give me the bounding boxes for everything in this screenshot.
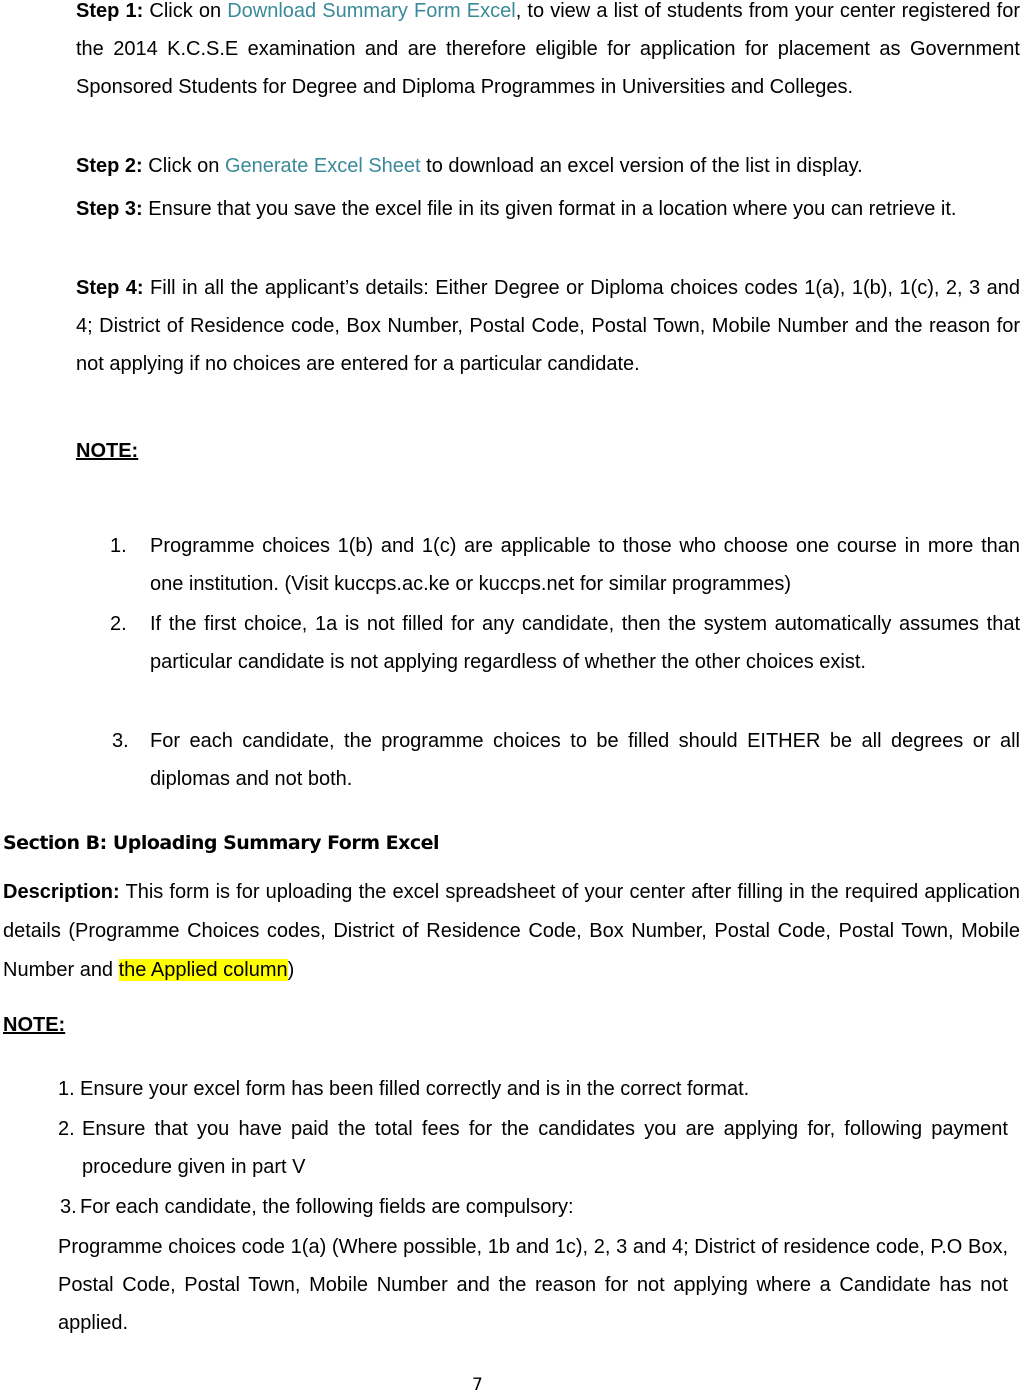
step-text: Click on	[142, 155, 225, 177]
note-item-3	[112, 722, 1020, 798]
section-b-description	[3, 873, 1020, 990]
description-label: Description:	[3, 881, 120, 903]
highlighted-text: the Applied column	[118, 959, 288, 981]
section-b-note-heading: NOTE:	[3, 1014, 66, 1036]
generate-excel-link[interactable]: Generate Excel Sheet	[224, 155, 421, 177]
step-label: Step 2:	[76, 155, 143, 177]
list-number: 2.	[58, 1118, 75, 1140]
note-heading	[76, 432, 138, 470]
page-number: 7	[472, 1375, 483, 1395]
compulsory-fields: Programme choices code 1(a) (Where possible, 1b and 1c), 2, 3 and 4; District of residence code, P.O Box, Postal Code, Postal Town, Mobile Number and the reason for not applying where a Candidate has not applied.	[58, 1236, 1008, 1334]
list-text: Programme choices 1(b) and 1(c) are applicable to those who choose one course in more than one institution. (Visit kuccps.ac.ke or kuccps.net for similar programmes)	[150, 535, 1020, 595]
description-text: This form is for uploading the excel spreadsheet of your center after filling in the required application details (Programme Choices codes, District of Residence Code, Box Number, Postal Code, Postal Town, Mobile Number and	[3, 881, 1020, 981]
list-text: For each candidate, the programme choices to be filled should EITHER be all degrees or all diplomas and not both.	[150, 730, 1020, 790]
list-number: 2.	[110, 613, 127, 635]
list-text: For each candidate, the following fields are compulsory:	[80, 1196, 574, 1218]
step-1	[76, 0, 1020, 106]
list-text: Ensure your excel form has been filled correctly and is in the correct format.	[80, 1078, 750, 1100]
list-text: Ensure that you have paid the total fees for the candidates you are applying for, following payment procedure given in part V	[82, 1118, 1008, 1178]
note-item-2	[110, 605, 1020, 681]
note-label: NOTE:	[76, 440, 139, 462]
step-3	[76, 190, 1020, 228]
section-b-note-1	[58, 1070, 1008, 1108]
list-number: 1.	[110, 535, 127, 557]
section-b-heading: Section B: Uploading Summary Form Excel	[3, 832, 440, 854]
list-number: 3.	[112, 730, 129, 752]
step-text: Click on	[143, 0, 228, 22]
list-text: If the first choice, 1a is not filled for any candidate, then the system automatically assumes that particular candidate is not applying regardless of whether the other choices exist.	[150, 613, 1020, 673]
description-end: )	[287, 959, 295, 981]
step-text: , to view a list of students from your center registered for the 2014 K.C.S.E examination and are therefore eligible for application for placement as Government Sponsored Students for Degree and Diploma Programmes in Universities and Colleges.	[76, 0, 1020, 98]
list-number: 3.	[60, 1196, 77, 1218]
section-b-note-3	[60, 1188, 1008, 1226]
step-text: Ensure that you save the excel file in its given format in a location where you can retrieve it.	[142, 198, 957, 220]
step-text: to download an excel version of the list in display.	[420, 155, 863, 177]
step-label: Step 4:	[76, 277, 144, 299]
download-summary-link[interactable]: Download Summary Form Excel	[227, 0, 516, 22]
step-2	[76, 147, 1020, 185]
section-b-note-2	[58, 1110, 1008, 1186]
step-label: Step 3:	[76, 198, 143, 220]
note-item-1	[110, 527, 1020, 603]
step-text: Fill in all the applicant’s details: Either Degree or Diploma choices codes 1(a), 1(b), 1(c), 2, 3 and 4; District of Residence code, Box Number, Postal Code, Postal Town, Mobile Number and the reason for not applying if no choices are entered for a particular candidate.	[76, 277, 1020, 375]
step-4	[76, 269, 1020, 383]
list-number: 1.	[58, 1078, 75, 1100]
step-label: Step 1:	[76, 0, 144, 22]
